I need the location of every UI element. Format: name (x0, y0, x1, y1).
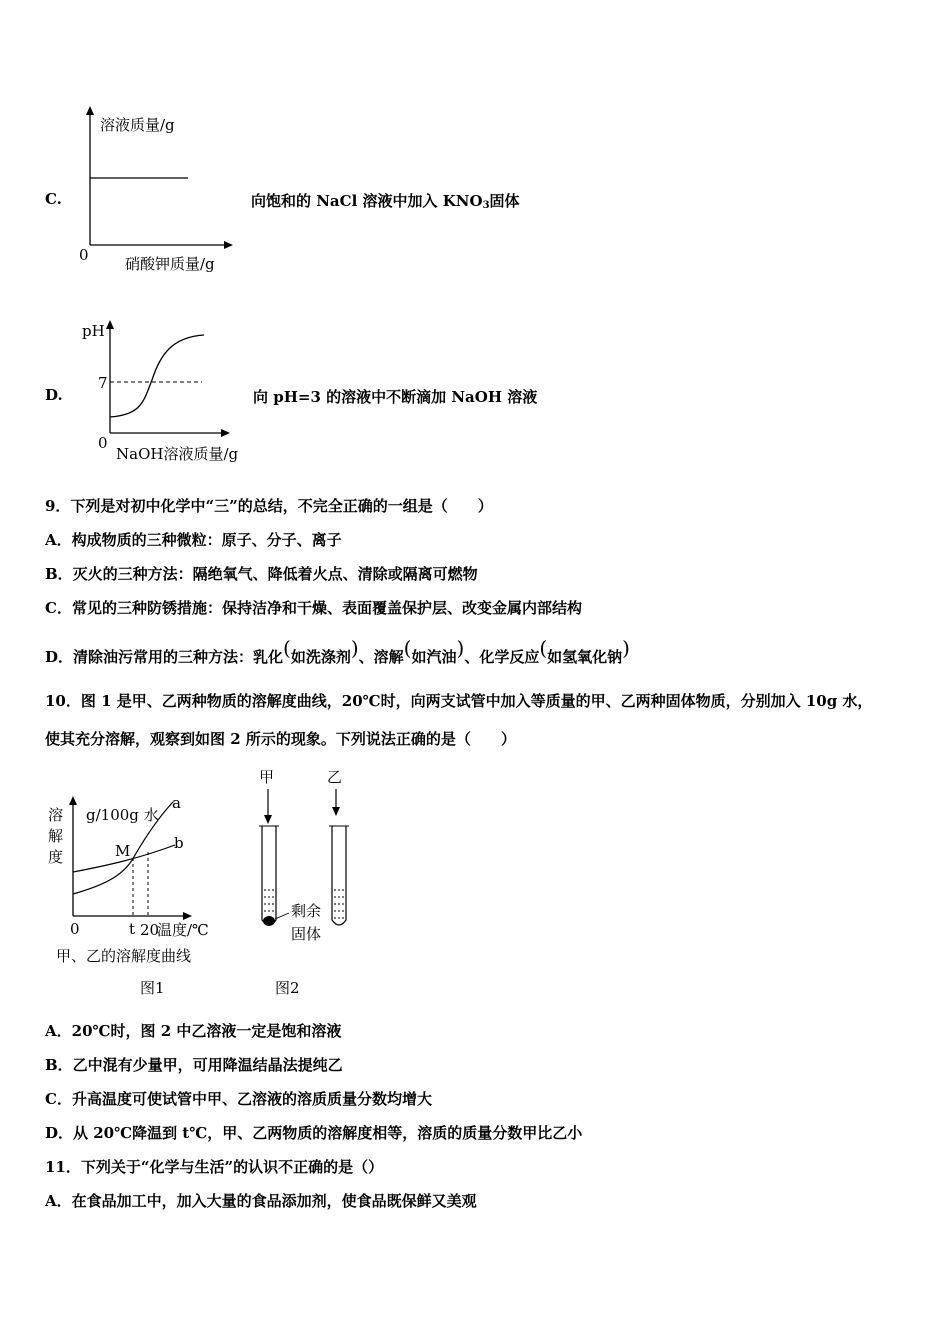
unit-label: g/100g 水 (86, 806, 159, 824)
y-tick-7: 7 (98, 374, 108, 392)
q10-option-b: B．乙中混有少量甲，可用降温结晶法提纯乙 (45, 1056, 343, 1074)
q9-option-c: C．常见的三种防锈措施：保持洁净和干燥、表面覆盖保护层、改变金属内部结构 (45, 599, 582, 617)
figure-2-test-tubes (245, 762, 365, 1000)
figure-1-title: 甲、乙的溶解度曲线 (56, 947, 192, 965)
origin-label: 0 (98, 434, 108, 452)
figure-1-caption: 图1 (140, 979, 165, 997)
option-c-graph (70, 100, 250, 280)
residual-note-1: 剩余 (291, 902, 322, 920)
y-axis-label: 溶液质量/g (100, 116, 175, 134)
q11-stem: 11．下列关于“化学与生活”的认识不正确的是（） (45, 1158, 384, 1176)
option-d-description: 向 pH=3 的溶液中不断滴加 NaOH 溶液 (253, 388, 538, 406)
y-label-1: 溶 (48, 806, 64, 824)
x-axis-label: 温度/℃ (157, 921, 209, 939)
q10-option-c: C．升高温度可使试管中甲、乙溶液的溶质质量分数均增大 (45, 1090, 432, 1108)
y-label-2: 解 (48, 827, 64, 845)
option-c-description: 向饱和的 NaCl 溶液中加入 $KNO_3$固体 (251, 192, 520, 211)
origin-label: 0 (79, 246, 89, 264)
q10-stem-line2: 使其充分溶解，观察到如图 2 所示的现象。下列说法正确的是（ ） (45, 730, 516, 748)
option-d-letter: D. (45, 386, 63, 404)
y-label-3: 度 (48, 848, 64, 866)
q10-stem-line1: 10．图 1 是甲、乙两种物质的溶解度曲线，20℃时，向两支试管中加入等质量的甲、乙两种固体物质，分别加入 10g 水， (45, 692, 873, 710)
figure-2-caption: 图2 (275, 979, 300, 997)
tube-1-label: 甲 (259, 768, 275, 786)
figure-1-solubility-curve (40, 790, 230, 1000)
ph-curve (110, 335, 204, 417)
tube-2 (329, 826, 349, 925)
curve-b-label: b (174, 834, 184, 852)
q9-option-d: D．清除油污常用的三种方法：乳化(如洗涤剂)、溶解(如汽油)、化学反应(如氢氧化钠) (45, 636, 630, 666)
q11-option-a: A．在食品加工中，加入大量的食品添加剂，使食品既保鲜又美观 (45, 1192, 477, 1210)
q9-option-b: B．灭火的三种方法：隔绝氧气、降低着火点、清除或隔离可燃物 (45, 565, 478, 583)
option-c-letter: C. (45, 190, 62, 208)
residual-solid (263, 916, 275, 926)
origin-label: 0 (70, 920, 80, 938)
point-m-label: M (115, 842, 131, 860)
x-axis-label: NaOH溶液质量/g (116, 445, 239, 463)
tube-1 (259, 826, 279, 926)
tube-2-label: 乙 (327, 768, 343, 786)
x-axis-label: 硝酸钾质量/g (125, 255, 215, 273)
curve-a-label: a (172, 794, 181, 812)
q9-stem: 9．下列是对初中化学中“三”的总结，不完全正确的一组是（ ） (45, 497, 493, 515)
q10-option-a: A．20℃时，图 2 中乙溶液一定是饱和溶液 (45, 1022, 342, 1040)
q9-option-a: A．构成物质的三种微粒：原子、分子、离子 (45, 531, 342, 549)
residual-note-2: 固体 (291, 925, 322, 943)
y-axis-label: pH (82, 322, 105, 340)
q10-option-d: D．从 20℃降温到 t℃，甲、乙两物质的溶解度相等，溶质的质量分数甲比乙小 (45, 1124, 583, 1142)
tick-20: 20 (140, 921, 160, 939)
tick-t: t (129, 920, 136, 938)
option-d-graph (72, 315, 252, 465)
